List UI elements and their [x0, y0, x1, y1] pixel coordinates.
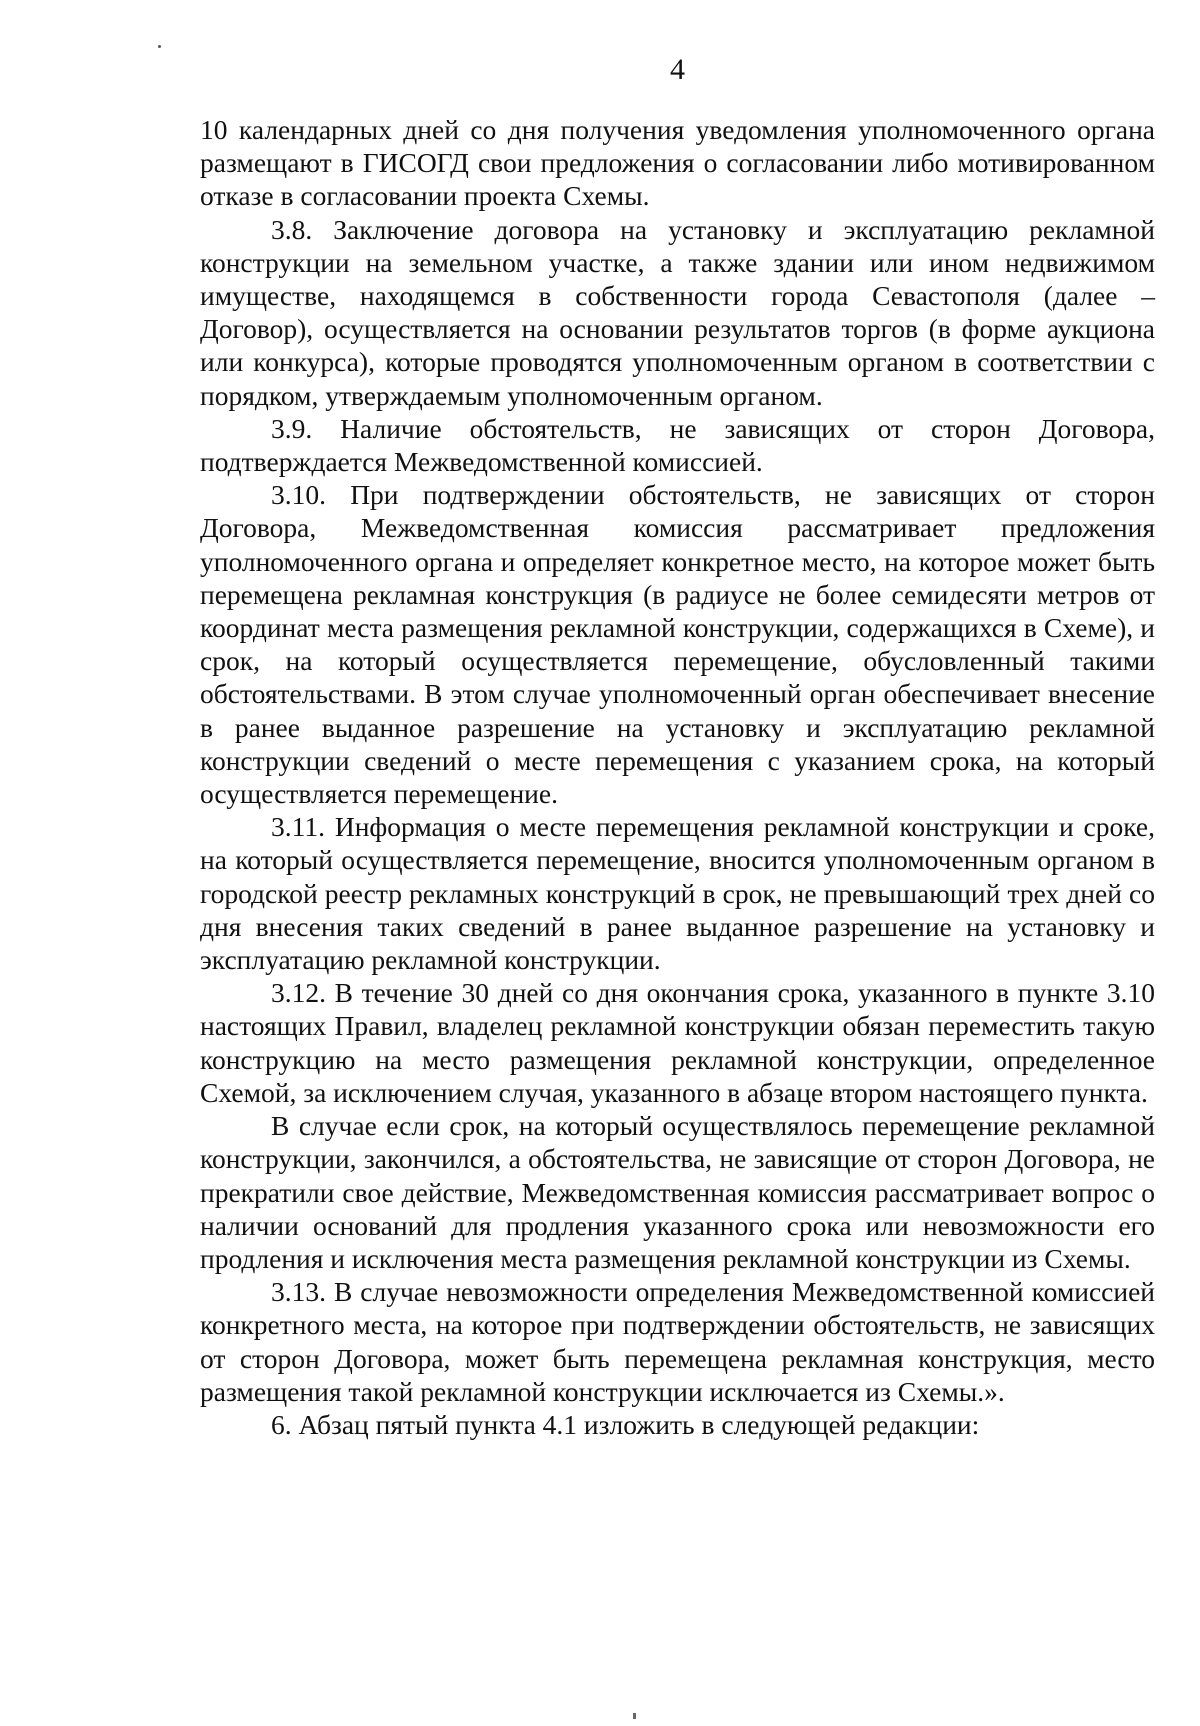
paragraph-3-13: 3.13. В случае невозможности определения Межведомственной комиссией конкретного места, на которое при подтверждении обстоятельств, не зависящих от сторон Договора, может быть перемещена рекламная конструкция, место размещения такой рекламной конструкции исключается из Схемы.». [200, 1276, 1155, 1407]
scan-artifact [158, 45, 161, 48]
paragraph-3-9: 3.9. Наличие обстоятельств, не зависящих от сторон Договора, подтверждается Межведомственной комиссией. [200, 412, 1155, 478]
paragraph-3-12-second: В случае если срок, на который осуществлялось перемещение рекламной конструкции, закончился, а обстоятельства, не зависящие от сторон Договора, не прекратили свое действие, Межведомственная комиссия рассматривает вопрос о наличии оснований для продления указанного срока или невозможности его продления и исключения места размещения рекламной конструкции из Схемы. [200, 1110, 1155, 1274]
page-number: 4 [670, 53, 685, 86]
paragraph-3-10: 3.10. При подтверждении обстоятельств, не зависящих от сторон Договора, Межведомственная комиссия рассматривает предложения уполномоченного органа и определяет конкретное место, на которое может быть перемещена рекламная конструкция (в радиусе не более семидесяти метров от координат места размещения рекламной конструкции, содержащихся в Схеме), и срок, на который осуществляется перемещение, обусловленный такими обстоятельствами. В этом случае уполномоченный орган обеспечивает внесение в ранее выданное разрешение на установку и эксплуатацию рекламной конструкции сведений о месте перемещения с указанием срока, на который осуществляется перемещение. [200, 479, 1155, 810]
document-body [200, 113, 1155, 1441]
paragraph-3-12: 3.12. В течение 30 дней со дня окончания срока, указанного в пункте 3.10 настоящих Правил, владелец рекламной конструкции обязан переместить такую конструкцию на место размещения рекламной конструкции, определенное Схемой, за исключением случая, указанного в абзаце втором настоящего пункта. [200, 977, 1155, 1108]
paragraph-item-6: 6. Абзац пятый пункта 4.1 изложить в следующей редакции: [271, 1408, 980, 1440]
paragraph-continuation: 10 календарных дней со дня получения уведомления уполномоченного органа размещают в ГИСОГД свои предложения о согласовании либо мотивированном отказе в согласовании проекта Схемы. [200, 114, 1155, 212]
paragraph-3-11: 3.11. Информация о месте перемещения рекламной конструкции и сроке, на который осуществляется перемещение, вносится уполномоченным органом в городской реестр рекламных конструкций в срок, не превышающий трех дней со дня внесения таких сведений в ранее выданное разрешение на установку и эксплуатацию рекламной конструкции. [200, 811, 1155, 976]
scan-artifact-bottom [633, 1713, 636, 1719]
paragraph-3-8: 3.8. Заключение договора на установку и эксплуатацию рекламной конструкции на земельном участке, а также здании или ином недвижимом имуществе, находящемся в собственности города Севастополя (далее – Договор), осуществляется на основании результатов торгов (в форме аукциона или конкурса), которые проводятся уполномоченным органом в соответствии с порядком, утверждаемым уполномоченным органом. [200, 213, 1155, 411]
